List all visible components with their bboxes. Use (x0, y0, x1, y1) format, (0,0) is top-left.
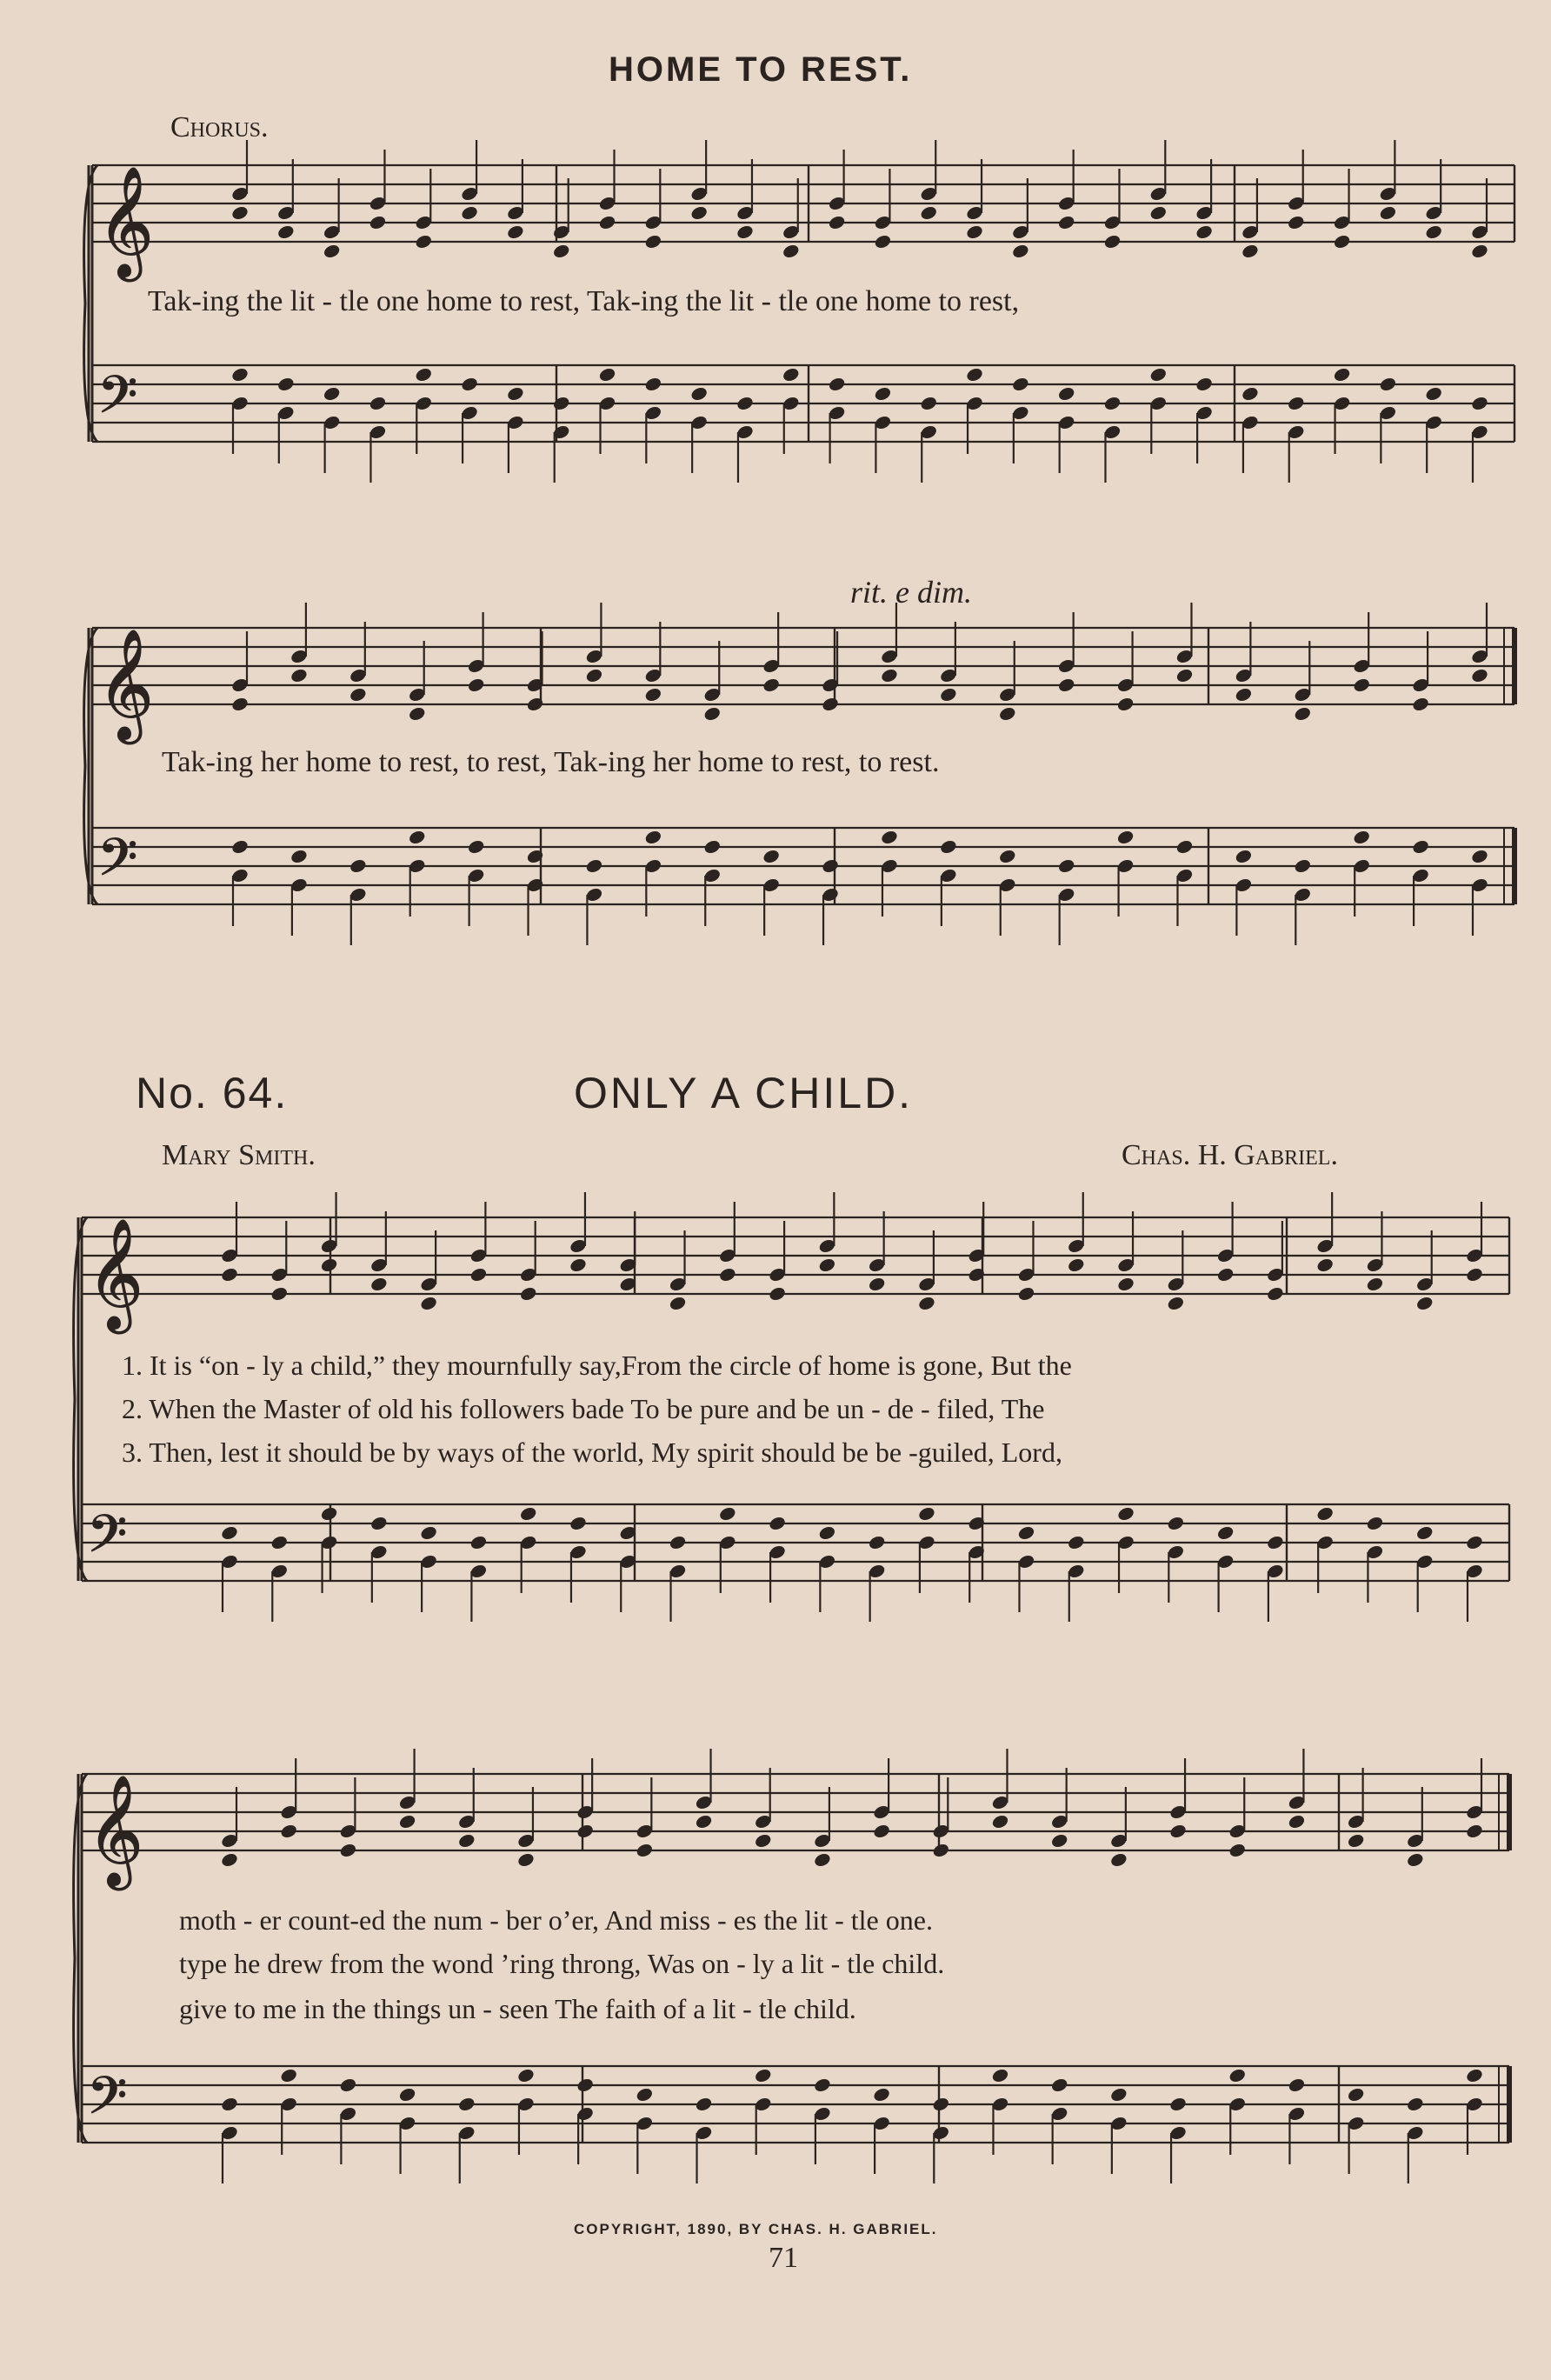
copyright-notice: COPYRIGHT, 1890, BY CHAS. H. GABRIEL. (574, 2221, 938, 2237)
svg-text:𝄢: 𝄢 (87, 2065, 128, 2138)
svg-text:𝄞: 𝄞 (97, 165, 155, 277)
chorus-label: Chorus. (170, 111, 269, 143)
lyricist: Mary Smith. (162, 1139, 316, 1171)
song-title-only-a-child: ONLY A CHILD. (574, 1069, 914, 1117)
svg-text:𝄢: 𝄢 (97, 827, 138, 900)
svg-text:𝄞: 𝄞 (87, 1217, 144, 1329)
composer: Chas. H. Gabriel. (1122, 1139, 1338, 1171)
lyrics-line-2: Tak-ing her home to rest, to rest, Tak-ing her home to rest, to rest. (162, 746, 940, 778)
verse-2-line-a: 2. When the Master of old his followers bade To be pure and be un - de - filed, The (122, 1393, 1045, 1424)
song-title-home-to-rest: HOME TO REST. (609, 50, 913, 89)
svg-text:𝄞: 𝄞 (87, 1774, 144, 1885)
svg-text:𝄢: 𝄢 (87, 1503, 128, 1577)
verse-1-line-a: 1. It is “on - ly a child,” they mournfully say,From the circle of home is gone, But the (122, 1350, 1072, 1381)
song-number: No. 64. (136, 1069, 289, 1117)
svg-text:𝄞: 𝄞 (97, 628, 155, 739)
page-number: 71 (769, 2242, 798, 2274)
tempo-marking: rit. e dim. (850, 575, 972, 610)
lyrics-line-1: Tak-ing the lit - tle one home to rest, Tak-ing the lit - tle one home to rest, (148, 285, 1020, 317)
verse-3-line-a: 3. Then, lest it should be by ways of the world, My spirit should be be -guiled, Lord, (122, 1437, 1062, 1468)
verse-3-line-b: give to me in the things un - seen The faith of a lit - tle child. (179, 1993, 856, 2024)
svg-text:𝄢: 𝄢 (97, 364, 138, 437)
verse-2-line-b: type he drew from the wond ’ring throng, Was on - ly a lit - tle child. (179, 1948, 945, 1979)
verse-1-line-b: moth - er count-ed the num - ber o’er, And miss - es the lit - tle one. (179, 1904, 933, 1936)
